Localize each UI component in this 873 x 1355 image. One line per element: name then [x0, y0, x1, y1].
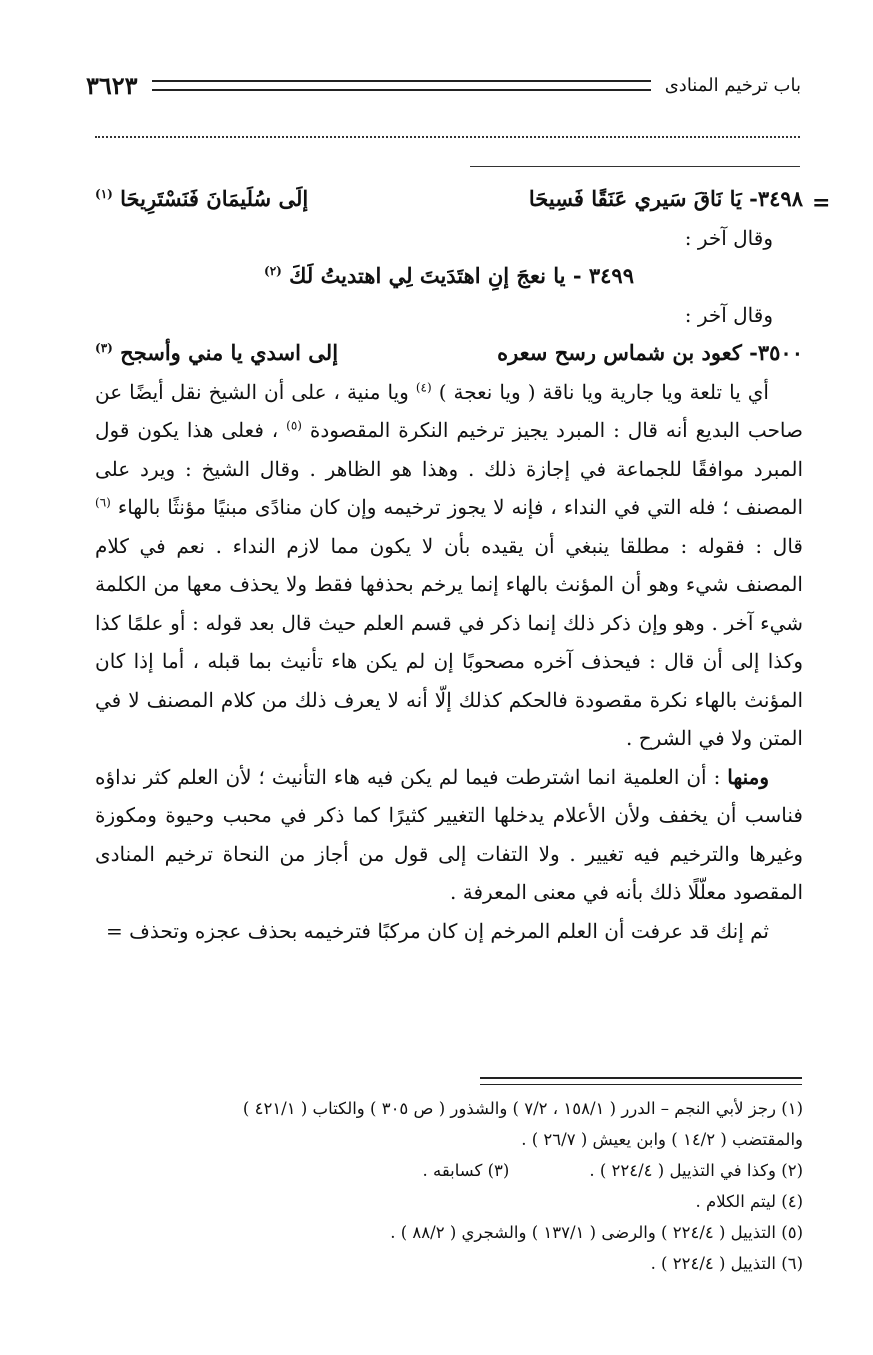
separator-rule: [470, 166, 800, 167]
continuation-mark: =: [106, 918, 123, 943]
footnote-2-3: (٢) وكذا في التذييل ( ٢٢٤/٤ ) .(٣) كسابقه .: [422, 1161, 803, 1180]
footnote-ref: (٤): [415, 379, 432, 394]
paragraph-3: ثم إنك قد عرفت أن العلم المرخم إن كان مركبًا فترخيمه بحذف عجزه وتحذف =: [106, 918, 769, 943]
page-header: [86, 68, 801, 102]
main-text: [95, 180, 803, 950]
footnote-6: (٦) التذييل ( ٢٢٤/٤ ) .: [650, 1254, 803, 1273]
verse-first-half: ٣٥٠٠- كعود بن شماس رسح سعره: [497, 340, 803, 365]
footnote-ref: (٦): [95, 495, 111, 510]
intro-line: وقال آخر :: [684, 302, 773, 327]
footnote-1-cont: والمقتضب ( ١٤/٢ ) وابن يعيش ( ٢٦/٧ ) .: [521, 1130, 803, 1149]
verse-3498: [95, 180, 803, 219]
verse-3500: [95, 334, 803, 373]
verse-second-half: إلَى سُلَيمَانَ فَنَسْتَرِيحَا $^{(١)}$: [95, 186, 309, 211]
footnote-ref: (٣): [95, 341, 113, 355]
dotted-separator: [95, 136, 800, 140]
page-number: ٣٦٢٣: [86, 70, 138, 100]
footnote-4: (٤) ليتم الكلام .: [695, 1192, 803, 1211]
footnote-ref: (٢): [264, 264, 282, 278]
paragraph-2: ومنها : أن العلمية انما اشترطت فيما لم يكن فيه هاء التأنيث ؛ لأن العلم كثر نداؤه فناسب أن يخفف ولأن الأعلام يدخلها التغيير كثيرًا كما ذكر في محبب وحيوة ومكوزة وغيرها والترخيم فيه تغيير . ولا التفات إلى قول من أجاز من النحاة ترخيم المنادى المقصود معلّلًا ذلك بأنه في معنى المعرفة .: [95, 764, 803, 904]
footnote-ref: (١): [95, 187, 113, 201]
footnotes: [95, 1093, 803, 1279]
footnote-separator: [480, 1077, 802, 1085]
paragraph-lead: ومنها: [727, 764, 769, 789]
header-double-rule: [152, 80, 651, 91]
verse-text: ٣٤٩٩ - يا نعجَ إنِ اهتَدَيتَ لِي اهتديتُ لَكَ $^{(٢)}$: [264, 263, 634, 288]
continuation-mark-top: =: [812, 190, 831, 216]
paragraph-1: أي يا تلعة ويا جارية ويا ناقة ( ويا نعجة ) $^{(٤)}$ ويا منية ، على أن الشيخ نقل أيضًا عن صاحب البديع أنه قال : المبرد يجيز ترخيم النكرة المقصودة $^{(٥)}$ ، فعلى هذا يكون قول المبرد موافقًا للجماعة في إجازة ذلك . وهذا هو الظاهر . وقال الشيخ : ويرد على المصنف ؛ فله التي في النداء ، فإنه لا يجوز ترخيمه وإن كان منادًى مبنيًا مؤنثًا بالهاء $^{(٦)}$ قال : فقوله : مطلقا ينبغي أن يقيده بأن لا يكون مما لازم النداء . نعم في كلام المصنف شيء وهو أن المؤنث بالهاء إنما يرخم بحذفها فقط ولا يحذف معها من الكلمة شيء آخر . وهو وإن ذكر ذلك إنما ذكر في قسم العلم حيث قال بعد قوله : أو علمًا كذا وكذا إلى أن قال : فيحذف آخره مصحوبًا إن لم يكن هاء تأنيث بما قبله ، أما إذا كان المؤنث بالهاء نكرة مقصودة فالحكم كذلك إلّا أنه لا يعرف ذلك من كلام المصنف لا في المتن ولا في الشرح .: [95, 379, 804, 750]
footnote-5: (٥) التذييل ( ٢٢٤/٤ ) والرضى ( ١٣٧/١ ) والشجري ( ٨٨/٢ ) .: [390, 1223, 803, 1242]
verse-second-half: إلى اسدي يا مني وأسجح $^{(٣)}$: [95, 340, 339, 365]
footnote-ref: (٥): [286, 418, 302, 433]
footnote-1: (١) رجز لأبي النجم – الدرر ( ١٥٨/١ ، ٧/٢ ) والشذور ( ص ٣٠٥ ) والكتاب ( ٤٢١/١ ): [242, 1099, 803, 1118]
verse-3499: [95, 257, 803, 296]
chapter-title: باب ترخيم المنادى: [664, 74, 801, 96]
intro-line: وقال آخر :: [684, 225, 773, 250]
verse-first-half: ٣٤٩٨- يَا نَاقَ سَيري عَنَقًا فَسِيحَا: [528, 186, 803, 211]
